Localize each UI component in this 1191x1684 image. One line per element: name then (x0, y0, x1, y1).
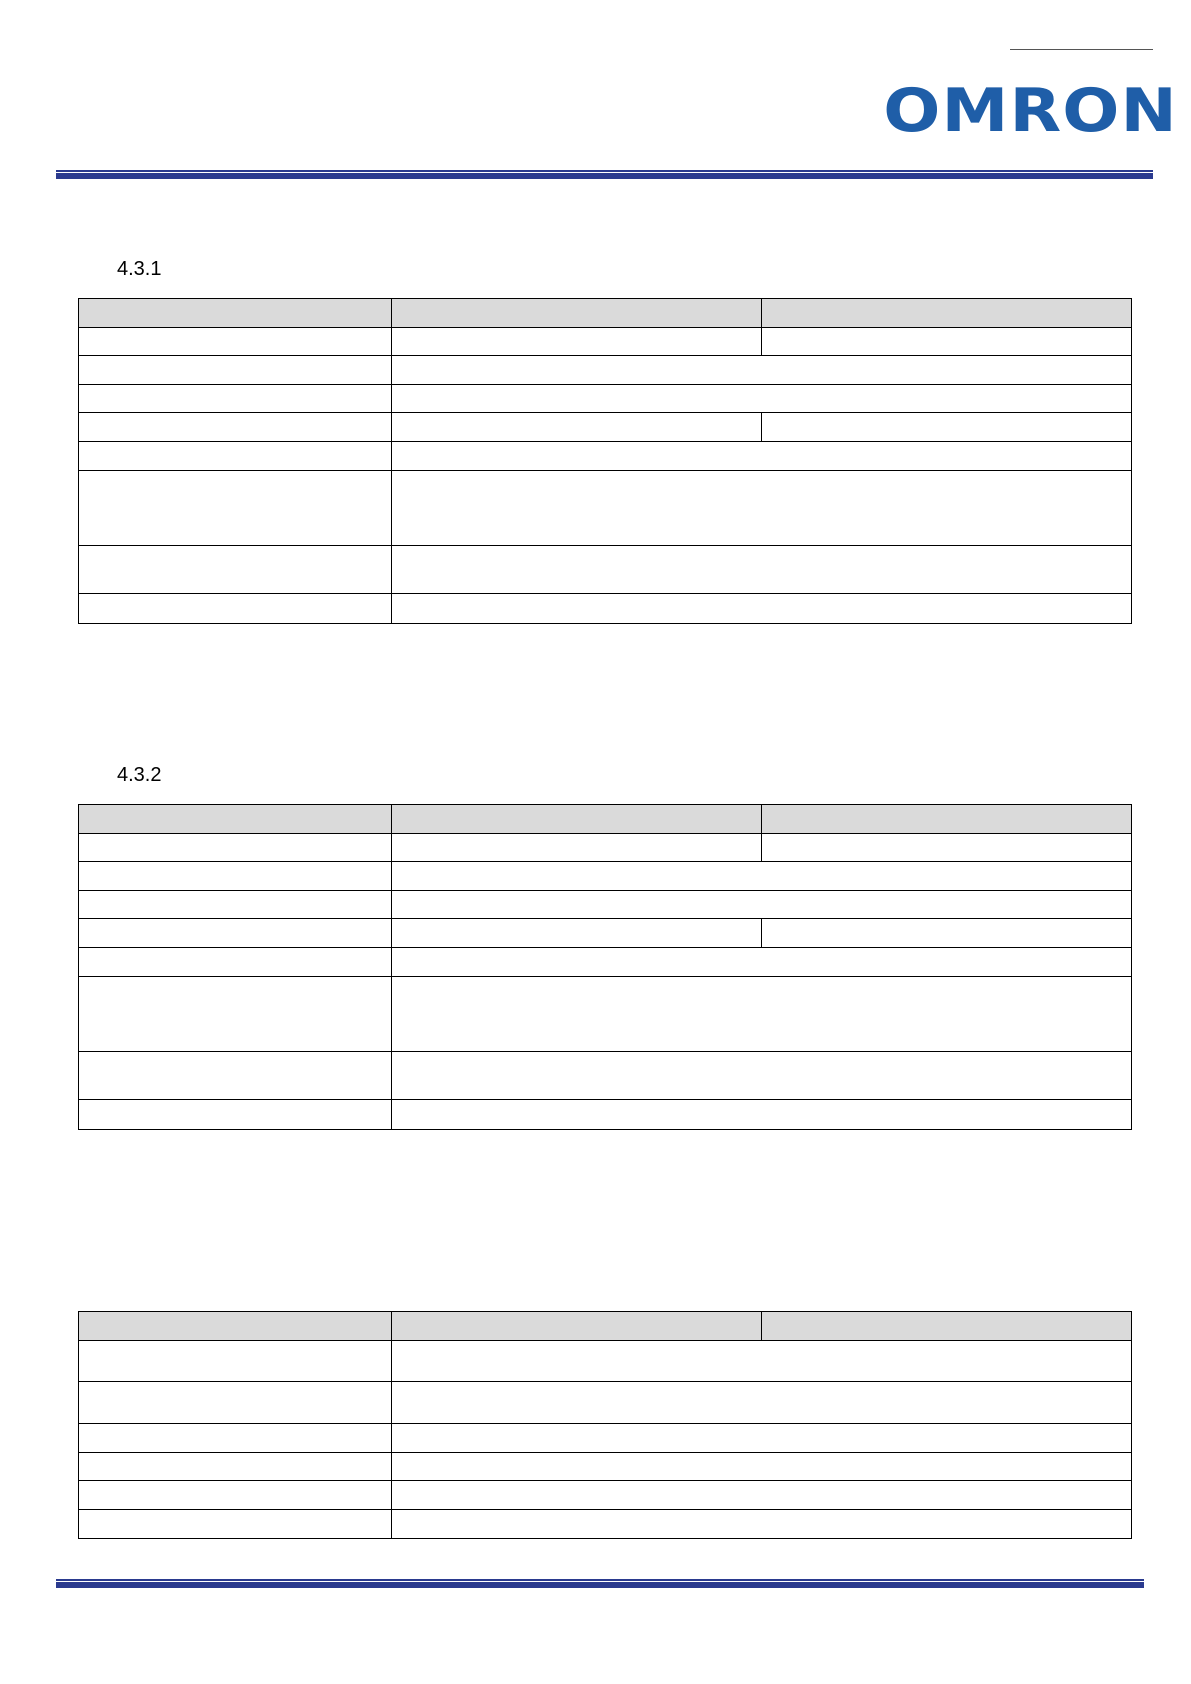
table-row (79, 1510, 1132, 1539)
table-cell (79, 862, 392, 891)
table-cell (762, 919, 1132, 948)
table-row (79, 356, 1132, 385)
table-cell (392, 891, 1132, 919)
table-cell (79, 834, 392, 862)
table-cell (79, 891, 392, 919)
table-row (79, 471, 1132, 546)
table-header-row (79, 299, 1132, 328)
table-cell (79, 328, 392, 356)
table-cell (79, 1341, 392, 1382)
table-row (79, 1424, 1132, 1453)
table-row (79, 919, 1132, 948)
header-cell (762, 1312, 1132, 1341)
table-row (79, 1382, 1132, 1424)
table-cell (79, 356, 392, 385)
table-cell (392, 442, 1132, 471)
table-row (79, 442, 1132, 471)
table-cell (79, 977, 392, 1052)
section-heading-4-3-1: 4.3.1 (117, 258, 162, 280)
header-cell (762, 805, 1132, 834)
table-cell (392, 385, 1132, 413)
table-row (79, 594, 1132, 624)
table-cell (392, 1382, 1132, 1424)
table-cell (392, 919, 762, 948)
header-cell (392, 805, 762, 834)
table-cell (392, 1341, 1132, 1382)
header-cell (762, 299, 1132, 328)
table-row (79, 1453, 1132, 1481)
table-row (79, 328, 1132, 356)
table-cell (392, 1052, 1132, 1100)
table-cell (79, 1453, 392, 1481)
table-cell (392, 1453, 1132, 1481)
table-cell (79, 1510, 392, 1539)
section-heading-4-3-2: 4.3.2 (117, 764, 162, 786)
table-row (79, 385, 1132, 413)
table-cell (392, 1100, 1132, 1130)
table-cell (79, 471, 392, 546)
table-cell (392, 1481, 1132, 1510)
table-cell (79, 546, 392, 594)
spec-table-1 (78, 298, 1132, 624)
table-row (79, 977, 1132, 1052)
table-row (79, 1341, 1132, 1382)
table-cell (392, 471, 1132, 546)
table-cell (79, 1052, 392, 1100)
spec-table-3 (78, 1311, 1132, 1539)
header-cell (392, 1312, 762, 1341)
table-row (79, 891, 1132, 919)
table-header-row (79, 1312, 1132, 1341)
header-cell (392, 299, 762, 328)
omron-logo: OMRON (883, 76, 1178, 146)
table-row (79, 546, 1132, 594)
table-cell (79, 919, 392, 948)
table-cell (392, 948, 1132, 977)
footer-band (56, 1579, 1144, 1588)
table-row (79, 948, 1132, 977)
table-row (79, 834, 1132, 862)
table-cell (392, 862, 1132, 891)
table-cell (392, 546, 1132, 594)
table-cell (762, 834, 1132, 862)
table-cell (392, 356, 1132, 385)
table-cell (762, 328, 1132, 356)
top-rule (1010, 49, 1153, 50)
table-cell (762, 413, 1132, 442)
table-cell (79, 594, 392, 624)
header-cell (79, 299, 392, 328)
table-cell (392, 413, 762, 442)
table-cell (392, 1510, 1132, 1539)
table-row (79, 862, 1132, 891)
table-cell (392, 977, 1132, 1052)
table-cell (392, 594, 1132, 624)
header-band (56, 170, 1153, 179)
table-header-row (79, 805, 1132, 834)
table-cell (79, 385, 392, 413)
table-cell (79, 1424, 392, 1453)
table-row (79, 413, 1132, 442)
table-cell (79, 442, 392, 471)
table-cell (392, 328, 762, 356)
table-cell (79, 413, 392, 442)
header-cell (79, 1312, 392, 1341)
table-row (79, 1481, 1132, 1510)
spec-table-2 (78, 804, 1132, 1130)
table-cell (79, 1382, 392, 1424)
table-cell (79, 948, 392, 977)
table-row (79, 1100, 1132, 1130)
table-cell (79, 1481, 392, 1510)
header-cell (79, 805, 392, 834)
table-cell (392, 1424, 1132, 1453)
table-row (79, 1052, 1132, 1100)
table-cell (392, 834, 762, 862)
table-cell (79, 1100, 392, 1130)
